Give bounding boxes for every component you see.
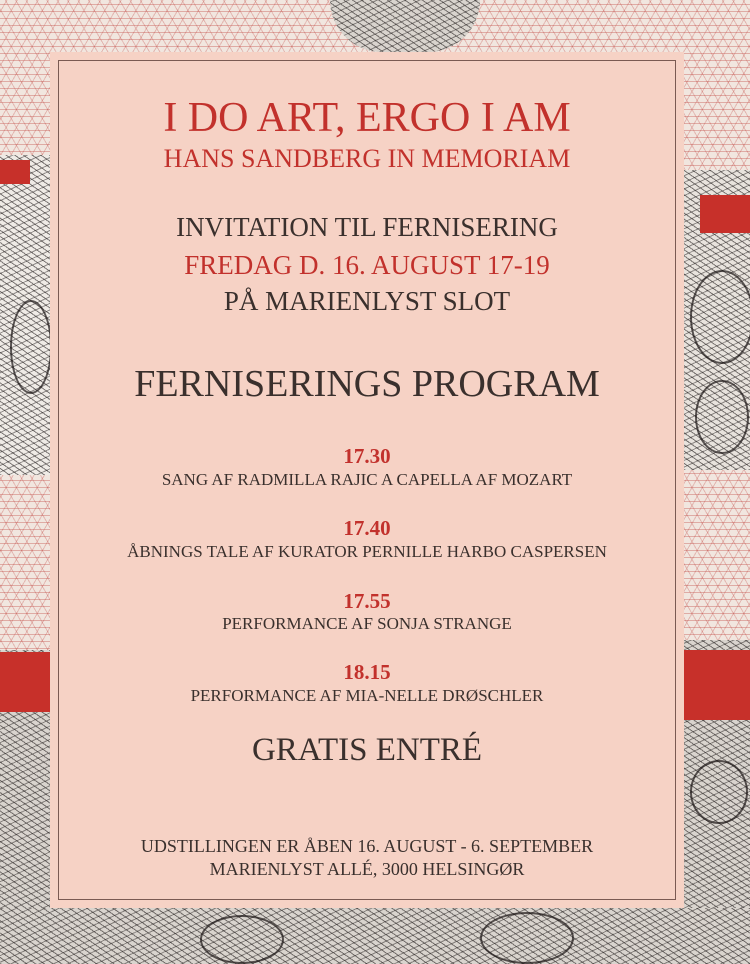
exhibition-subtitle: HANS SANDBERG IN MEMORIAM	[163, 144, 571, 173]
sketch-stroke	[690, 270, 750, 364]
program-item-text: PERFORMANCE AF SONJA STRANGE	[222, 614, 512, 633]
program-time: 18.15	[343, 660, 391, 684]
invitation-line: INVITATION TIL FERNISERING	[176, 212, 558, 242]
event-date: FREDAG D. 16. AUGUST 17-19	[184, 250, 550, 280]
drawing-fragment-bottom	[0, 908, 750, 964]
red-paint-band	[700, 195, 750, 233]
program-item-text: SANG AF RADMILLA RAJIC A CAPELLA AF MOZART	[161, 470, 573, 489]
program-item-text: PERFORMANCE AF MIA-NELLE DRØSCHLER	[190, 686, 544, 705]
event-place: PÅ MARIENLYST SLOT	[223, 286, 511, 316]
exhibition-title: I DO ART, ERGO I AM	[163, 95, 571, 141]
venue-address: MARIENLYST ALLÉ, 3000 HELSINGØR	[209, 859, 525, 879]
sketch-stroke	[480, 912, 574, 964]
program-item-text: ÅBNINGS TALE AF KURATOR PERNILLE HARBO CASPERSEN	[127, 542, 607, 561]
program-time: 17.55	[343, 589, 391, 613]
admission-note: GRATIS ENTRÉ	[251, 732, 483, 768]
program-time: 17.40	[343, 516, 391, 540]
sketch-stroke	[695, 380, 749, 454]
red-paint-band	[684, 650, 750, 720]
exhibition-dates: UDSTILLINGEN ER ÅBEN 16. AUGUST - 6. SEPTEMBER	[140, 836, 594, 856]
red-paint-band	[0, 652, 52, 712]
sketch-stroke	[10, 300, 52, 394]
sketch-stroke	[690, 760, 748, 824]
invitation-panel	[50, 52, 684, 908]
red-paint-band	[0, 160, 30, 184]
program-time: 17.30	[343, 444, 391, 468]
program-heading: FERNISERINGS PROGRAM	[134, 363, 600, 405]
sketch-stroke	[200, 915, 284, 964]
